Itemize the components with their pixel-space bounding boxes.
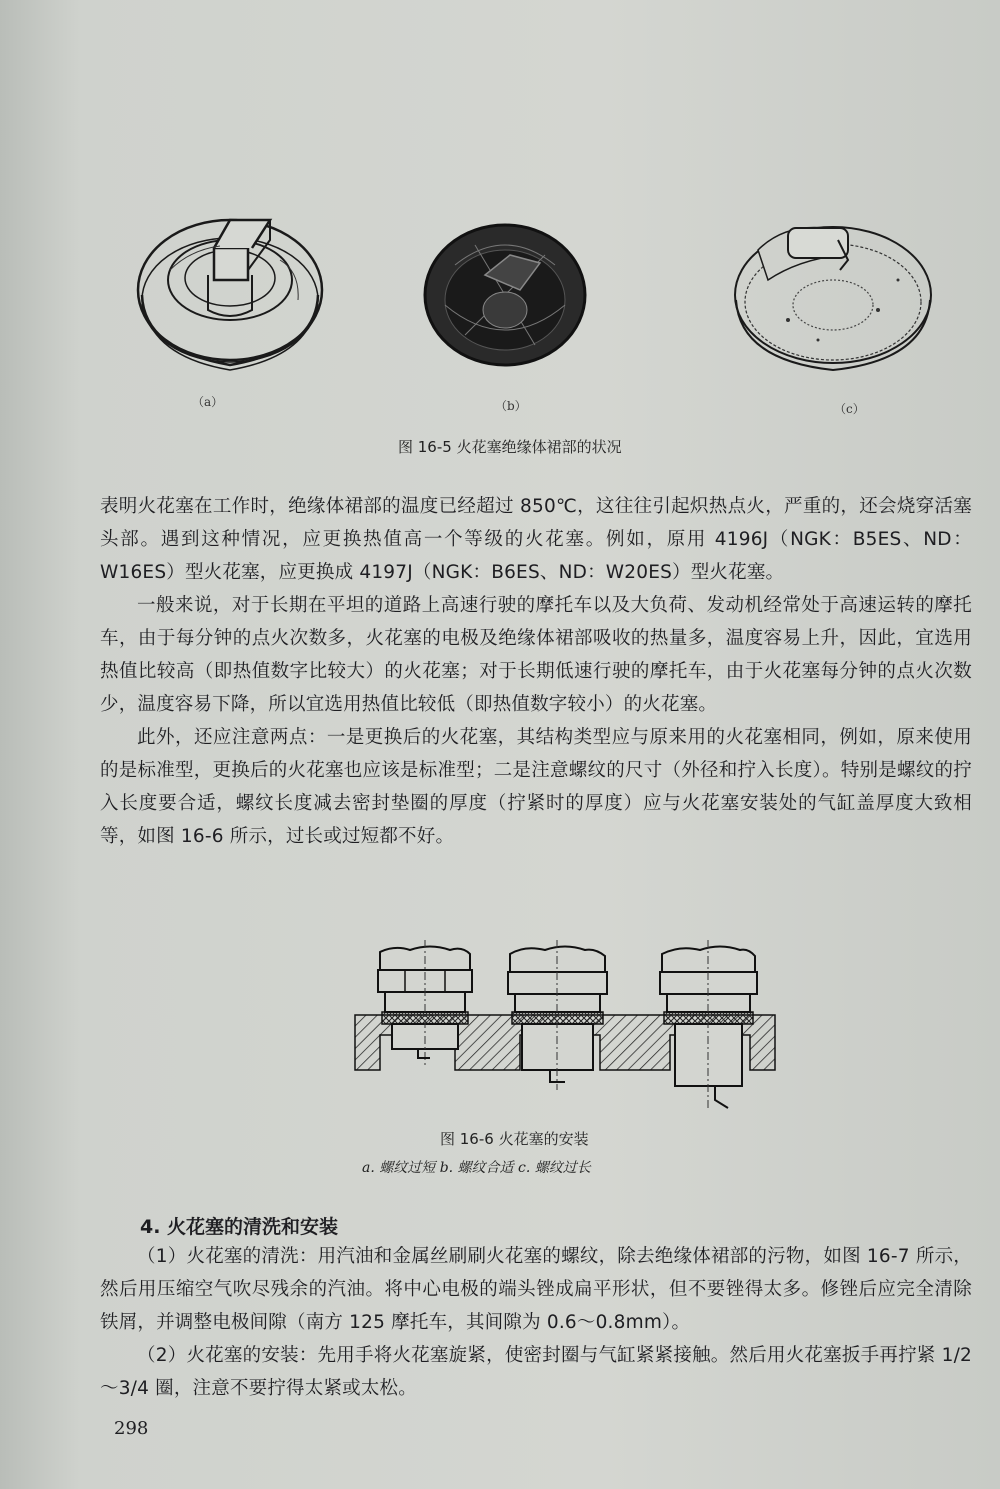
paragraph-2: 一般来说，对于长期在平坦的道路上高速行驶的摩托车以及大负荷、发动机经常处于高速运转的摩托车，由于每分钟的点火次数多，火花塞的电极及绝缘体裙部吸收的热量多，温度容易上升，因此，宜选用热值比较高（即热值数字比较大）的火花塞；对于长期低速行驶的摩托车，由于火花塞每分钟的点火次数少，温度容易下降，所以宜选用热值比较低（即热值数字较小）的火花塞。 [100,595,972,715]
section-body [100,1240,972,1405]
figure-label-a: （a） [192,395,224,409]
spark-plug-b-drawing [415,205,595,413]
figure-label-c: （c） [834,402,865,416]
section-paragraph-2: （2）火花塞的安装：先用手将火花塞旋紧，使密封圈与气缸紧紧接触。然后用火花塞扳手再拧紧 1/2～3/4 圈，注意不要拧得太紧或太松。 [100,1345,972,1399]
figure-16-5-caption: 图 16-5 火花塞绝缘体裙部的状况 [398,438,622,456]
figure-16-6-caption: 图 16-6 火花塞的安装 [440,1130,589,1148]
section-title: 4. 火花塞的清洗和安装 [140,1216,339,1238]
spark-plug-a-drawing [130,200,330,409]
figure-16-6 [350,940,780,1115]
spark-plug-c-drawing [728,210,938,416]
body-text [100,490,972,853]
paragraph-1: 表明火花塞在工作时，绝缘体裙部的温度已经超过 850℃，这往往引起炽热点火，严重的，还会烧穿活塞头部。遇到这种情况，应更换热值高一个等级的火花塞。例如，原用 4196J（NGK：B5ES、ND：W16ES）型火花塞，应更换成 4197J（NGK：B6ES、ND：W20ES）型火花塞。 [100,496,972,583]
section-paragraph-1: （1）火花塞的清洗：用汽油和金属丝刷刷火花塞的螺纹，除去绝缘体裙部的污物，如图 16-7 所示，然后用压缩空气吹尽残余的汽油。将中心电极的端头锉成扁平形状，但不要锉得太多。修锉后应完全清除铁屑，并调整电极间隙（南方 125 摩托车，其间隙为 0.6～0.8mm）。 [100,1246,972,1333]
paragraph-3: 此外，还应注意两点：一是更换后的火花塞，其结构类型应与原来用的火花塞相同，例如，原来使用的是标准型，更换后的火花塞也应该是标准型；二是注意螺纹的尺寸（外径和拧入长度）。特别是螺纹的拧入长度要合适，螺纹长度减去密封垫圈的厚度（拧紧时的厚度）应与火花塞安装处的气缸盖厚度大致相等，如图 16-6 所示，过长或过短都不好。 [100,727,972,847]
figure-16-6-sublabels: a. 螺纹过短 b. 螺纹合适 c. 螺纹过长 [362,1160,591,1176]
page-number: 298 [114,1418,149,1439]
figure-label-b: （b） [495,399,527,413]
figure-16-5 [0,190,1000,420]
